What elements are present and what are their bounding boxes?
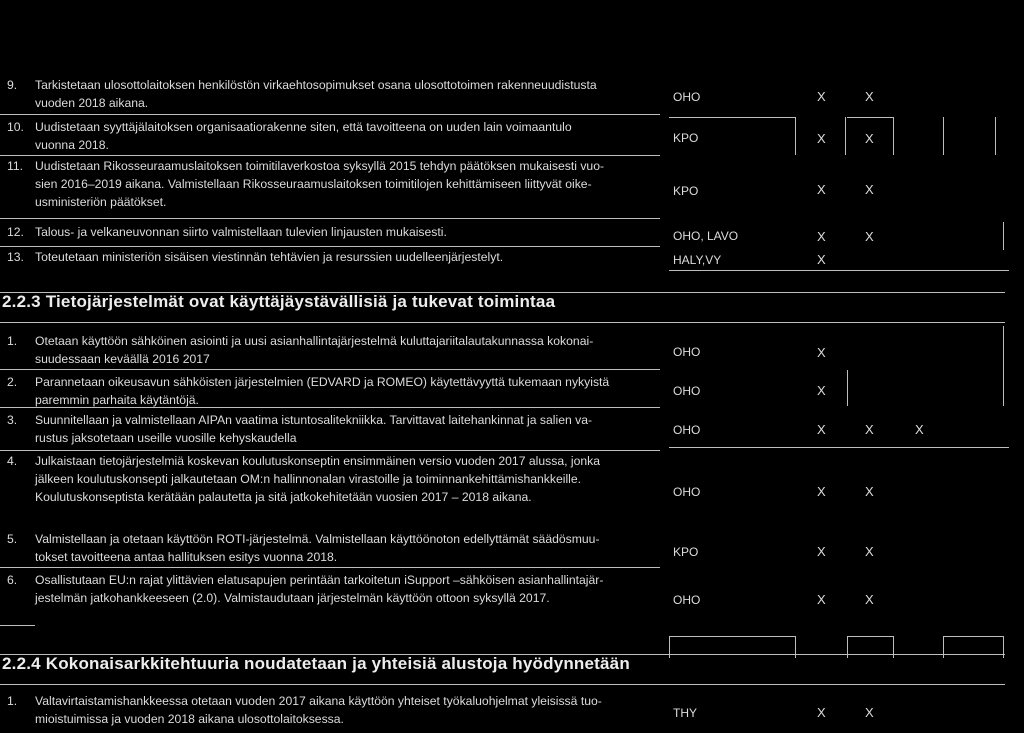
responsible-unit: THY [673, 706, 697, 720]
row-text-line: paremmin parhaita käytäntöjä. [35, 393, 199, 407]
row-text-line: Uudistetaan Rikosseuraamuslaitoksen toimitilaverkostoa syksyllä 2015 tehdyn päätöksen mukaisesti vuo- [35, 159, 605, 173]
responsible-unit: KPO [673, 545, 699, 559]
row-divider [0, 407, 660, 408]
row-text-line: Valmistellaan ja otetaan käyttöön ROTI-järjestelmä. Valmistellaan käyttöönoton edellyttämät säädösmuu- [35, 532, 600, 546]
x-mark: X [817, 592, 826, 607]
cell-border [1003, 326, 1004, 370]
x-mark: X [817, 89, 826, 104]
row-number: 4. [7, 454, 18, 468]
row-divider [0, 155, 660, 156]
x-mark: X [865, 131, 874, 146]
responsible-unit: OHO [673, 384, 701, 398]
row-divider [0, 246, 660, 247]
section-heading: 2.2.3 Tietojärjestelmät ovat käyttäjäystävällisiä ja tukevat toimintaa [2, 292, 556, 311]
row-number: 13. [7, 250, 24, 264]
row-text-line: rustus jaksotetaan useille vuosille kehyskaudella [35, 431, 297, 445]
x-mark: X [865, 422, 874, 437]
row-number: 5. [7, 532, 18, 546]
cell-border [943, 117, 944, 155]
cell-border [943, 636, 1003, 637]
row-number: 9. [7, 78, 18, 92]
row-text-line: vuonna 2018. [35, 138, 109, 152]
row-text-line: jestelmän jatkohankkeeseen (2.0). Valmistaudutaan järjestelmän käyttöön ottoon syksyllä 2017. [35, 591, 550, 605]
responsible-unit: HALY,VY [673, 253, 722, 267]
x-mark: X [865, 544, 874, 559]
row-text-line: suudessaan keväällä 2016 2017 [35, 352, 210, 366]
cell-border [669, 447, 1009, 448]
row-text-line: Talous- ja velkaneuvonnan siirto valmistellaan tulevien linjausten mukaisesti. [35, 225, 447, 239]
x-mark: X [865, 484, 874, 499]
x-mark: X [915, 422, 924, 437]
responsible-unit: KPO [673, 131, 699, 145]
row-divider [669, 270, 1009, 271]
row-text-line: Koulutuskonseptista kerätään palautetta ja sitä jatkokehitetään vuosien 2017 – 2018 aikana. [35, 490, 532, 504]
section-rule [0, 684, 1005, 685]
x-mark: X [865, 182, 874, 197]
section-heading: 2.2.4 Kokonaisarkkitehtuuria noudatetaan ja yhteisiä alustoja hyödynnetään [2, 654, 630, 673]
x-mark: X [817, 182, 826, 197]
responsible-unit: OHO, LAVO [673, 229, 739, 243]
row-text-line: mioistuimissa ja vuoden 2018 aikana ulosottolaitoksessa. [35, 712, 344, 726]
cell-border [669, 117, 795, 118]
row-text-line: Julkaistaan tietojärjestelmiä koskevan koulutuskonseptin ensimmäinen versio vuoden 2017 alussa, jonka [35, 454, 601, 468]
row-divider [0, 218, 660, 219]
row-number: 12. [7, 225, 24, 239]
cell-border [847, 117, 893, 118]
row-number: 1. [7, 694, 18, 708]
responsible-unit: OHO [673, 345, 701, 359]
row-number: 1. [7, 334, 18, 348]
row-text-line: usministeriön päätökset. [35, 195, 167, 209]
responsible-unit: OHO [673, 485, 701, 499]
x-mark: X [817, 345, 826, 360]
cell-border [847, 636, 893, 637]
x-mark: X [865, 89, 874, 104]
row-divider [0, 114, 660, 115]
x-mark: X [817, 252, 826, 267]
row-text-line: vuoden 2018 aikana. [35, 96, 149, 110]
cell-border [795, 117, 796, 155]
row-divider [0, 369, 660, 370]
responsible-unit: KPO [673, 184, 699, 198]
row-text-line: tokset tavoitteena antaa hallituksen esitys vuonna 2018. [35, 550, 338, 564]
row-divider [0, 625, 35, 626]
x-mark: X [817, 422, 826, 437]
x-mark: X [817, 131, 826, 146]
x-mark: X [865, 705, 874, 720]
row-number: 6. [7, 573, 18, 587]
row-text-line: jälkeen koulutuskonsepti jalkautetaan OM:n hallinnonalan virastoille ja toiminnankehittämishankkeille. [35, 472, 582, 486]
x-mark: X [865, 592, 874, 607]
section-rule [0, 322, 1005, 323]
responsible-unit: OHO [673, 593, 701, 607]
row-text-line: Toteutetaan ministeriön sisäisen viestinnän tehtävien ja resurssien uudelleenjärjestelyt. [35, 250, 504, 264]
x-mark: X [817, 544, 826, 559]
row-text-line: Parannetaan oikeusavun sähköisten järjestelmien (EDVARD ja ROMEO) käytettävyyttä tukemaan nykyistä [35, 375, 610, 389]
cell-border [669, 636, 795, 637]
row-text-line: Osallistutaan EU:n rajat ylittävien elatusapujen perintään tarkoitetun iSupport –sähköisen asianhallintajär- [35, 573, 604, 587]
responsible-unit: OHO [673, 90, 701, 104]
row-text-line: Uudistetaan syyttäjälaitoksen organisaatiorakenne siten, että tavoitteena on uuden lain voimaantulo [35, 120, 572, 134]
x-mark: X [817, 383, 826, 398]
x-mark: X [817, 484, 826, 499]
row-divider [0, 567, 660, 568]
x-mark: X [817, 229, 826, 244]
row-text-line: sien 2016–2019 aikana. Valmistellaan Rikosseuraamuslaitoksen toimitilojen kehittämiseen liittyvät oike- [35, 177, 592, 191]
responsible-unit: OHO [673, 423, 701, 437]
cell-border [847, 370, 848, 406]
x-mark: X [817, 705, 826, 720]
cell-border [1003, 222, 1004, 250]
x-mark: X [865, 229, 874, 244]
row-number: 11. [7, 159, 24, 173]
row-text-line: Otetaan käyttöön sähköinen asiointi ja uusi asianhallintajärjestelmä kuluttajariitalautakunnassa kokonai- [35, 334, 594, 348]
row-text-line: Tarkistetaan ulosottolaitoksen henkilöstön virkaehtosopimukset osana ulosottotoimen rakenneuudistusta [35, 78, 597, 92]
cell-border [1003, 370, 1004, 406]
row-number: 3. [7, 413, 18, 427]
row-text-line: Suunnitellaan ja valmistellaan AIPAn vaatima istuntosalitekniikka. Tarvittavat laitehankinnat ja salien va- [35, 413, 593, 427]
cell-border [845, 117, 846, 155]
row-number: 2. [7, 375, 18, 389]
cell-border [893, 117, 894, 155]
row-text-line: Valtavirtaistamishankkeessa otetaan vuoden 2017 aikana käyttöön yhteiset työkaluohjelmat yleisissä tuo- [35, 694, 602, 708]
row-number: 10. [7, 120, 24, 134]
row-divider [0, 450, 660, 451]
cell-border [995, 117, 996, 155]
